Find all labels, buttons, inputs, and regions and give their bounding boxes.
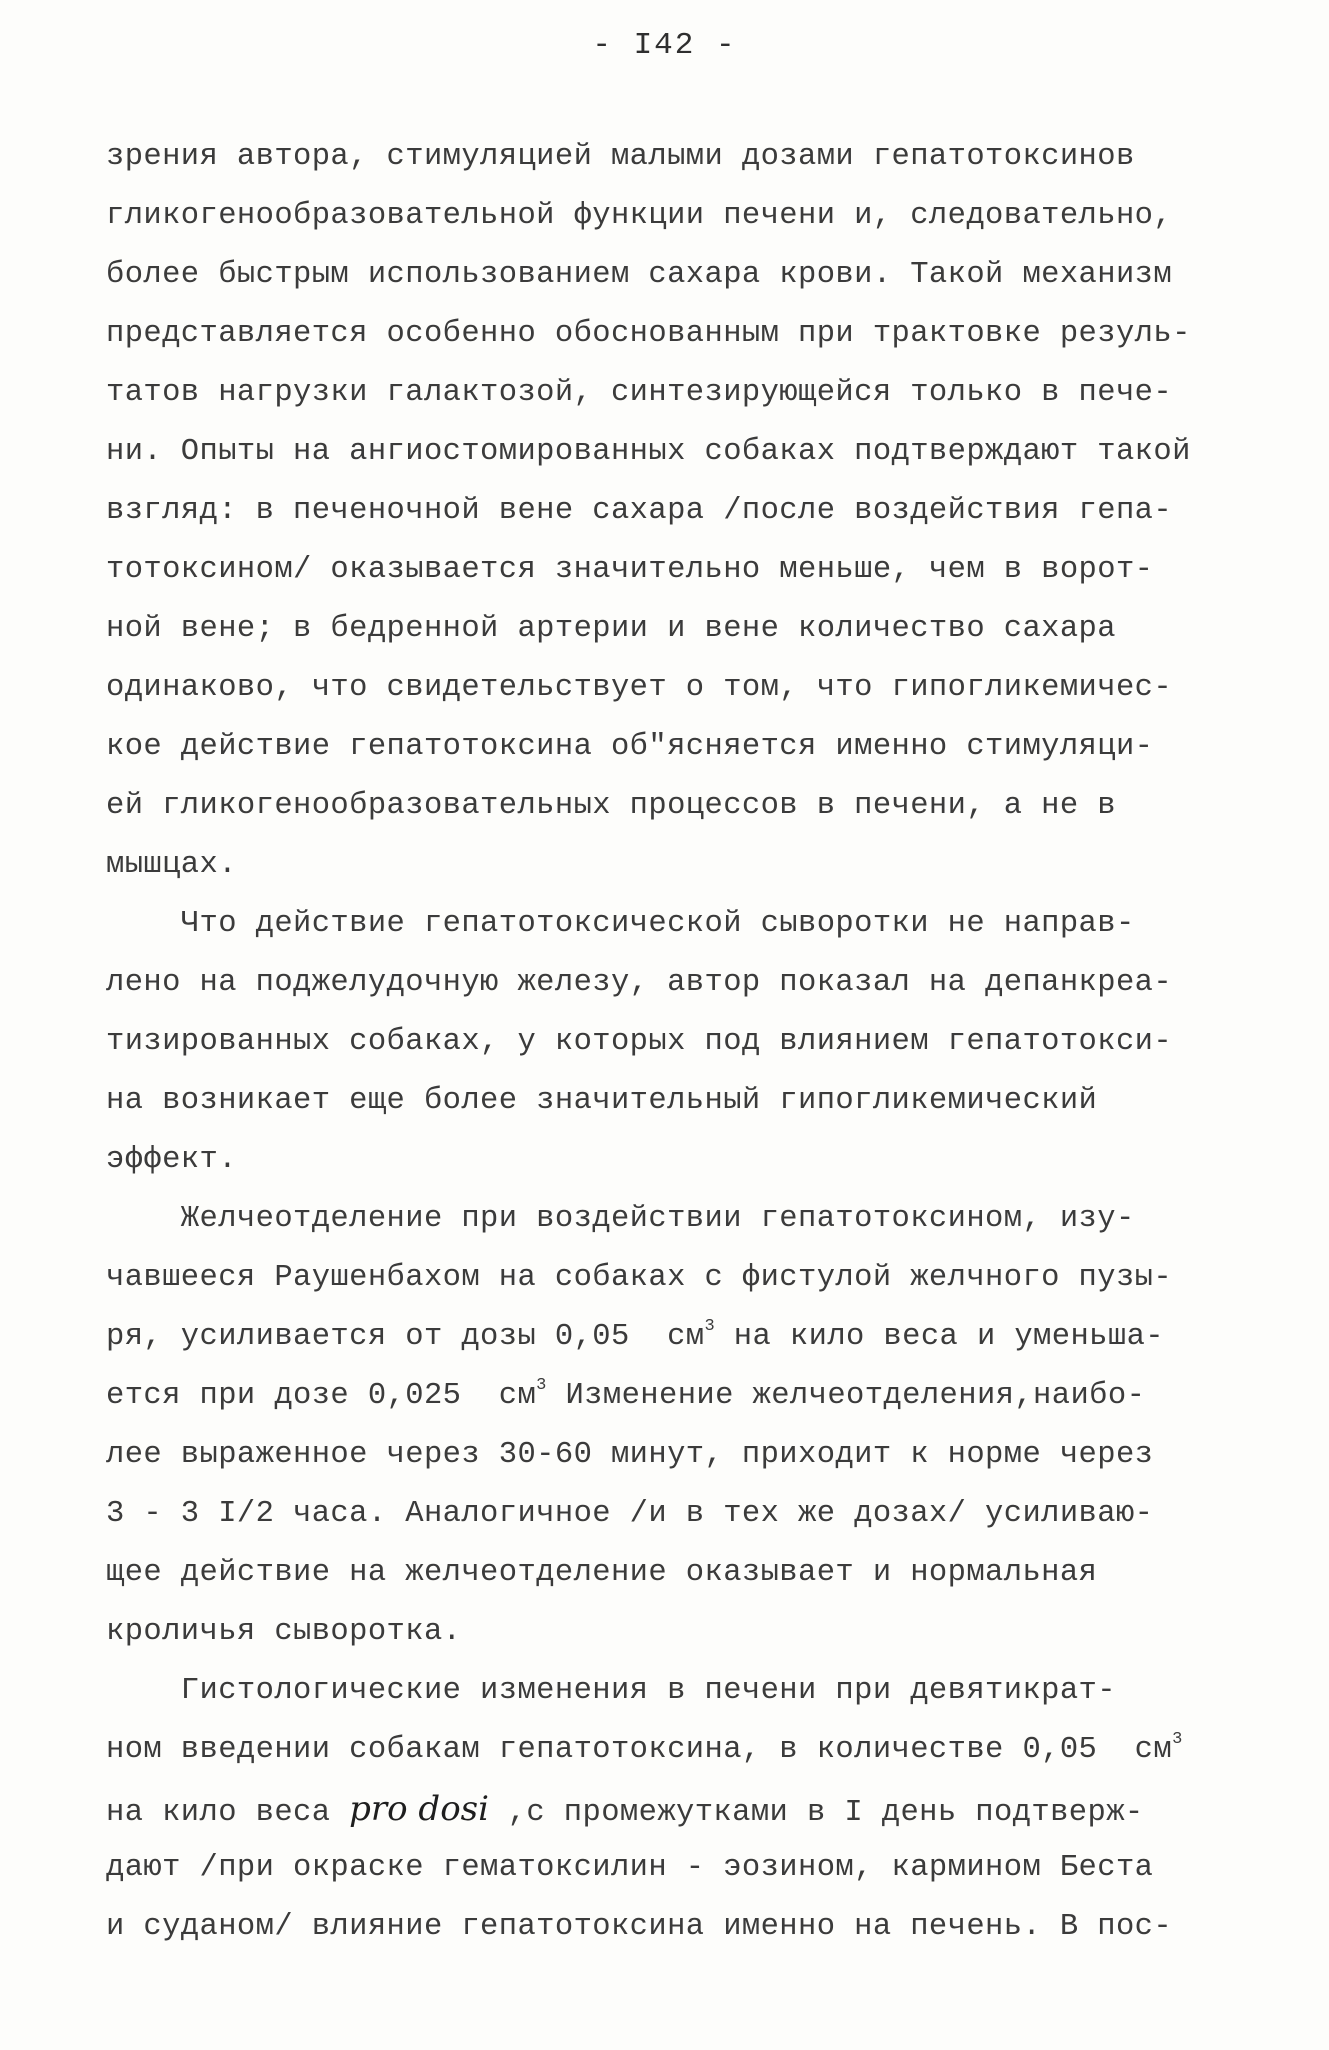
- text-line: зрения автора, стимуляцией малыми дозами гепатотоксинов: [106, 140, 1135, 174]
- text-line: тизированных собаках, у которых под влиянием гепатотокси-: [106, 1025, 1173, 1059]
- page-number: - I42 -: [592, 28, 737, 63]
- text-line-segment: Изменение желчеотделения,наибо-: [546, 1379, 1146, 1413]
- text-line: кроличья сыворотка.: [106, 1615, 462, 1649]
- superscript-3: 3: [536, 1376, 547, 1395]
- text-line: [106, 1721, 1226, 1780]
- text-line-segment: на кило веса и уменьша-: [715, 1320, 1164, 1354]
- text-line: лено на поджелудочную железу, автор показал на депанкреа-: [106, 966, 1173, 1000]
- text-line: гликогенообразовательной функции печени и, следовательно,: [106, 199, 1173, 233]
- text-line: [106, 1367, 1226, 1426]
- text-line: и суданом/ влияние гепатотоксина именно на печень. В пос-: [106, 1910, 1173, 1944]
- text-line: татов нагрузки галактозой, синтезирующейся только в пече-: [106, 376, 1173, 410]
- text-line: [106, 1780, 1226, 1839]
- text-line: одинаково, что свидетельствует о том, что гипогликемичес-: [106, 671, 1173, 705]
- text-line: щее действие на желчеотделение оказывает и нормальная: [106, 1556, 1098, 1590]
- text-line: тотоксином/ оказывается значительно меньше, чем в ворот-: [106, 553, 1154, 587]
- handwritten-insert: pro dosi: [349, 1789, 489, 1829]
- text-line: лее выраженное через 30-60 минут, приходит к норме через: [106, 1438, 1154, 1472]
- text-line: более быстрым использованием сахара крови. Такой механизм: [106, 258, 1173, 292]
- text-line: дают /при окраске гематоксилин - эозином, кармином Беста: [106, 1851, 1154, 1885]
- text-line: чавшееся Раушенбахом на собаках с фистулой желчного пузы-: [106, 1261, 1173, 1295]
- text-line: ной вене; в бедренной артерии и вене количество сахара: [106, 612, 1116, 646]
- text-line-segment: ,с промежутками в I день подтверж-: [489, 1796, 1144, 1830]
- text-line: ей гликогенообразовательных процессов в печени, а не в: [106, 789, 1116, 823]
- body-text: [106, 128, 1226, 1957]
- text-line: Гистологические изменения в печени при девятикрат-: [106, 1674, 1116, 1708]
- text-line: кое действие гепатотоксина об"ясняется именно стимуляци-: [106, 730, 1154, 764]
- text-line: мышцах.: [106, 848, 237, 882]
- text-line-segment: на кило веса: [106, 1796, 350, 1830]
- text-line: на возникает еще более значительный гипогликемический: [106, 1084, 1098, 1118]
- text-line: Желчеотделение при воздействии гепатотоксином, изу-: [106, 1202, 1135, 1236]
- text-line: представляется особенно обоснованным при трактовке резуль-: [106, 317, 1191, 351]
- text-line: взгляд: в печеночной вене сахара /после воздействия гепа-: [106, 494, 1173, 528]
- text-line: эффект.: [106, 1143, 237, 1177]
- superscript-3: 3: [704, 1317, 716, 1336]
- text-line-segment: ном введении собакам гепатотоксина, в количестве 0,05 см: [106, 1733, 1173, 1767]
- text-line-segment: ется при дозе 0,025 см: [106, 1379, 537, 1413]
- text-line-segment: ря, усиливается от дозы 0,05 см: [106, 1320, 705, 1354]
- superscript-3: 3: [1172, 1730, 1183, 1749]
- text-line: ни. Опыты на ангиостомированных собаках подтверждают такой: [106, 435, 1191, 469]
- text-line: 3 - 3 I/2 часа. Аналогичное /и в тех же дозах/ усиливаю-: [106, 1497, 1154, 1531]
- text-line: [106, 1308, 1226, 1367]
- text-line: Что действие гепатотоксической сыворотки не направ-: [106, 907, 1135, 941]
